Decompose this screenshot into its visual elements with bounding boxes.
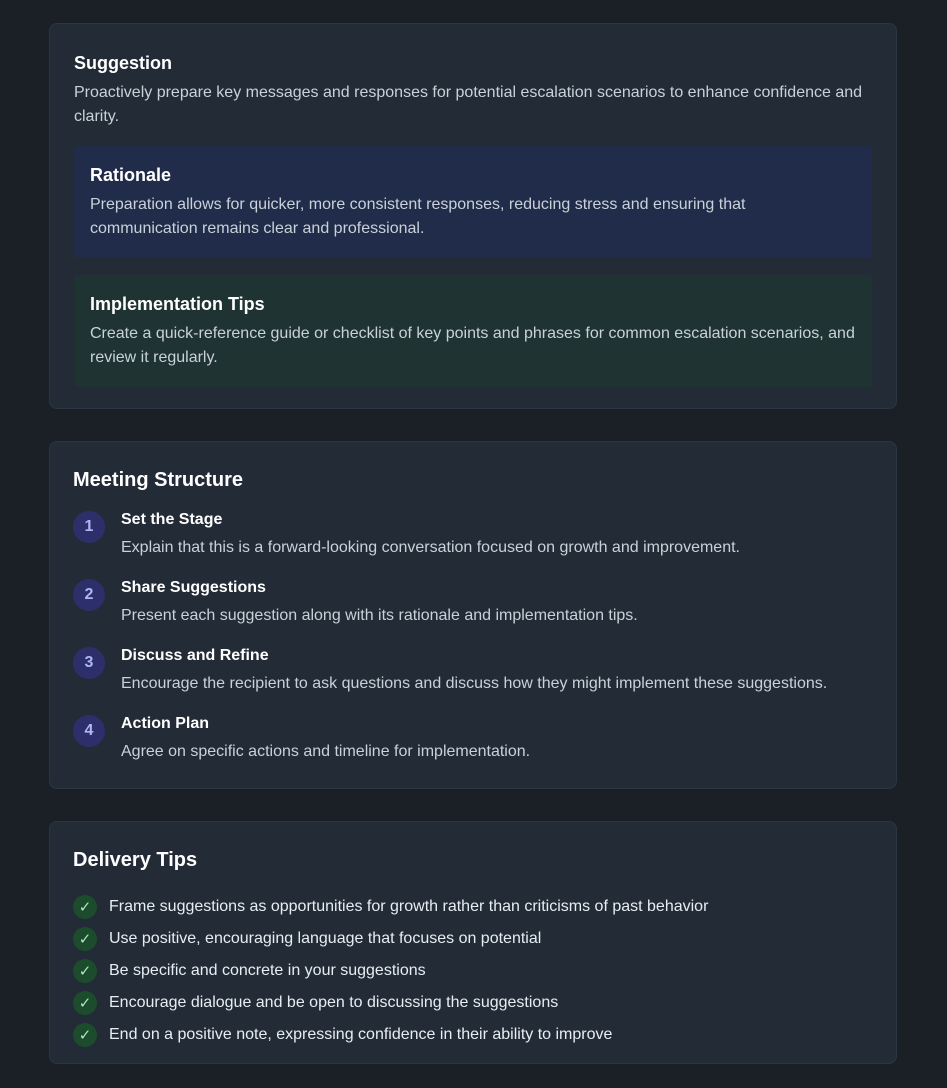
check-icon: ✓ [73, 1023, 97, 1047]
step-description: Agree on specific actions and timeline for implementation. [121, 743, 531, 760]
step-number-badge: 2 [73, 579, 105, 611]
step-number-badge: 1 [73, 511, 105, 543]
suggestion-card [49, 23, 897, 409]
tip-text: Frame suggestions as opportunities for growth rather than criticisms of past behavior [109, 898, 709, 915]
delivery-tips-title: Delivery Tips [73, 849, 198, 871]
suggestion-title: Suggestion [74, 53, 172, 73]
tip-text: Encourage dialogue and be open to discussing the suggestions [109, 994, 559, 1011]
delivery-tips-list [73, 891, 873, 1051]
tip-text: Be specific and concrete in your suggestions [109, 962, 426, 979]
meeting-steps-list [73, 510, 873, 782]
step-title: Discuss and Refine [121, 647, 269, 664]
step-title: Action Plan [121, 715, 210, 732]
list-item [73, 891, 873, 923]
step-title: Set the Stage [121, 511, 223, 528]
step-description: Present each suggestion along with its rationale and implementation tips. [121, 607, 638, 624]
tip-text: Use positive, encouraging language that focuses on potential [109, 930, 542, 947]
rationale-panel [74, 146, 872, 258]
check-icon: ✓ [73, 895, 97, 919]
meeting-structure-card [49, 441, 897, 789]
meeting-structure-title: Meeting Structure [73, 469, 244, 491]
list-item [73, 987, 873, 1019]
meeting-step [73, 510, 873, 578]
tip-text: End on a positive note, expressing confidence in their ability to improve [109, 1026, 613, 1043]
implementation-tips-panel [74, 275, 872, 387]
list-item [73, 923, 873, 955]
rationale-text: Preparation allows for quicker, more consistent responses, reducing stress and ensuring that communication remains clear and professional. [90, 196, 746, 237]
step-description: Explain that this is a forward-looking conversation focused on growth and improvement. [121, 539, 740, 556]
check-icon: ✓ [73, 927, 97, 951]
delivery-tips-card [49, 821, 897, 1064]
step-title: Share Suggestions [121, 579, 266, 596]
suggestion-text: Proactively prepare key messages and responses for potential escalation scenarios to enhance confidence and clarity. [74, 84, 863, 125]
check-icon: ✓ [73, 991, 97, 1015]
step-number-badge: 4 [73, 715, 105, 747]
meeting-step [73, 646, 873, 714]
rationale-title: Rationale [90, 165, 172, 185]
meeting-step [73, 578, 873, 646]
implementation-tips-text: Create a quick-reference guide or checklist of key points and phrases for common escalation scenarios, and review it regularly. [90, 325, 855, 366]
step-number-badge: 3 [73, 647, 105, 679]
list-item [73, 955, 873, 987]
implementation-tips-title: Implementation Tips [90, 294, 265, 314]
check-icon: ✓ [73, 959, 97, 983]
step-description: Encourage the recipient to ask questions and discuss how they might implement these suggestions. [121, 675, 828, 692]
meeting-step [73, 714, 873, 782]
list-item [73, 1019, 873, 1051]
